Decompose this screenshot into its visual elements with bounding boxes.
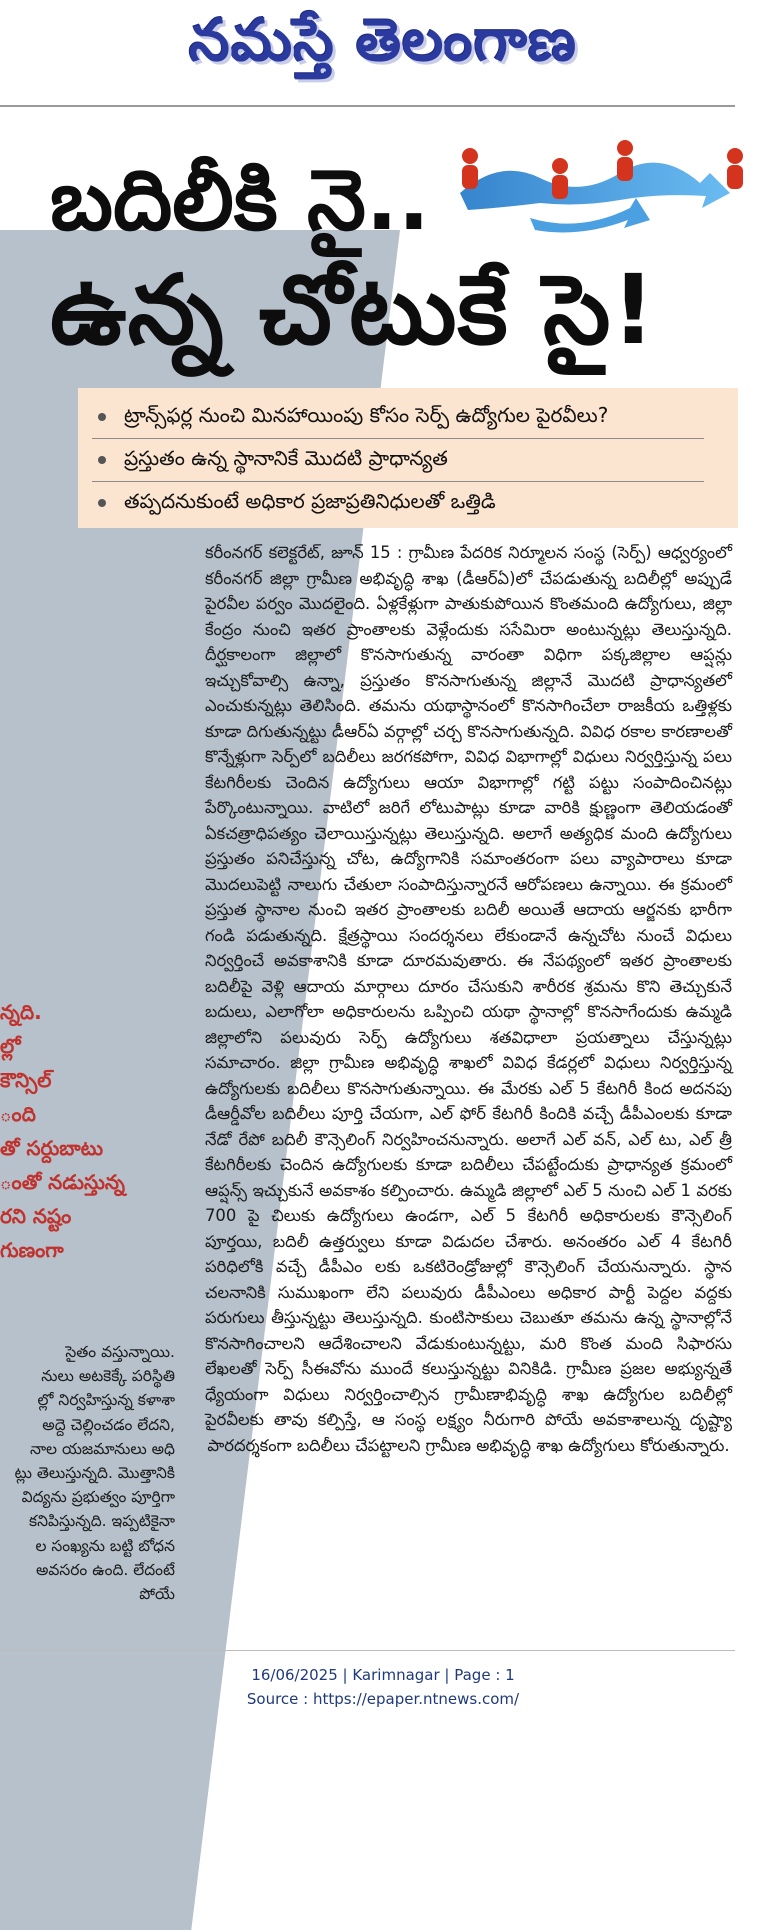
text-fragment: ల్లో నిర్వహిస్తున్న కళాశా	[37, 1391, 175, 1410]
highlight-item: ప్రస్తుతం ఉన్న స్థానానికే మొదటి ప్రాధాన్యత	[92, 439, 704, 482]
highlight-item: తప్పదనుకుంటే అధికార ప్రజాప్రతినిధులతో ఒత్తిడి	[92, 482, 704, 524]
text-fragment: కనిపిస్తున్నది. ఇప్పటికైనా	[29, 1512, 175, 1531]
bullet-icon	[98, 499, 106, 507]
top-divider	[0, 105, 735, 107]
text-fragment: నాల యజమానులు అధి	[29, 1439, 175, 1458]
text-fragment: నులు అటకెక్కే పరిస్థితి	[41, 1367, 175, 1386]
footer-source-link[interactable]: Source : https://epaper.ntnews.com/	[246, 1690, 520, 1708]
article-body	[205, 540, 732, 1458]
text-fragment: గుణంగా	[0, 1238, 64, 1262]
headline-line-2: ఉన్న చోటుకే సై!	[50, 254, 657, 366]
text-fragment: అవసరం ఉంది. లేదంటే	[35, 1560, 175, 1579]
text-fragment: ంతో నడుస్తున్న	[0, 1170, 125, 1194]
bullet-icon	[98, 413, 106, 421]
text-fragment: అద్దె చెల్లించడం లేదని,	[42, 1415, 175, 1434]
footer-date-edition: 16/06/2025 | Karimnagar | Page : 1	[251, 1666, 515, 1684]
text-fragment: న్నది.	[0, 1000, 42, 1024]
highlight-item: ట్రాన్స్‌ఫర్ల నుంచి మినహాయింపు కోసం సెర్ప్ ఉద్యోగుల పైరవీలు?	[92, 396, 704, 439]
bullet-icon	[98, 456, 106, 464]
masthead	[0, 0, 766, 92]
bottom-divider	[0, 1650, 735, 1651]
text-fragment: సైతం వస్తున్నాయి.	[65, 1343, 175, 1361]
adjacent-article-red-fragments	[0, 995, 130, 1267]
text-fragment: ల్లో	[0, 1034, 21, 1058]
masthead-title: నమస్తే తెలంగాణ	[189, 6, 577, 74]
adjacent-article-fragments	[0, 1340, 175, 1606]
text-fragment: రని నష్టం	[0, 1204, 72, 1228]
text-fragment: కౌన్సిల్	[0, 1068, 52, 1092]
text-fragment: ంది	[0, 1102, 36, 1126]
text-fragment: పోయే	[139, 1584, 175, 1603]
text-fragment: ట్లు తెలుస్తున్నది. మొత్తానికి	[14, 1463, 175, 1482]
highlights-box	[78, 388, 738, 528]
text-fragment: విద్యను ప్రభుత్వం పూర్తిగా	[21, 1488, 175, 1507]
page-footer	[0, 1663, 766, 1711]
transfer-people-graphic	[440, 138, 760, 238]
article-paragraph: కరీంనగర్ కలెక్టరేట్, జూన్ 15 : గ్రామీణ పేదరిక నిర్మూలన సంస్థ (సెర్ప్) ఆధ్వర్యంలో కరీంనగర్ జిల్లా గ్రామీణ అభివృద్ధి శాఖ (డీఆర్‌ఏ)లో చేపడుతున్న బదిలీల్లో అప్పుడే పైరవీల పర్వం మొదలైంది. ఏళ్లకేళ్లుగా పాతుకుపోయిన కొంతమంది ఉద్యోగులు, జిల్లా కేంద్రం నుంచి ఇతర ప్రాంతాలకు వెళ్లేందుకు ససేమిరా అంటున్నట్లు తెలుస్తున్నది. దీర్ఘకాలంగా జిల్లాలో కొనసాగుతున్న వారంతా విధిగా పక్కజిల్లాల ఆప్షన్లు ఇచ్చుకోవాల్సి ఉన్నా, ప్రస్తుతం కొనసాగుతున్న జిల్లానే మొదటి ప్రాధాన్యతలో ఎంచుకున్నట్లు తెలిసింది. తమను యథాస్థానంలో కొనసాగించేలా రాజకీయ ఒత్తిళ్లకు కూడా దిగుతున్నట్టు డీఆర్‌ఏ వర్గాల్లో చర్చ కొనసాగుతున్నది. వివిధ రకాల కారణాలతో కొన్నేళ్లుగా సెర్ప్‌లో బదిలీలు జరగకపోగా, వివిధ విభాగాల్లో విధులు నిర్వర్తిస్తున్న పలు కేటగిరీలకు చెందిన ఉద్యోగులు ఆయా విభాగాల్లో గట్టి పట్టు సంపాదించినట్లు పేర్కొంటున్నాయి. వాటిలో జరిగే లోటుపాట్లు కూడా వారికి క్షుణ్ణంగా తెలియడంతో ఏకచత్రాధిపత్యం చెలాయిస్తున్నట్లు తెలుస్తున్నది. అలాగే అత్యధిక మంది ఉద్యోగులు ప్రస్తుతం పనిచేస్తున్న చోట, ఉద్యోగానికి సమాంతరంగా పలు వ్యాపారాలు కూడా మొదలుపెట్టి నాలుగు చేతులా సంపాదిస్తున్నారనే ఆరోపణలు ఉన్నాయి. ఈ క్రమంలో ప్రస్తుత స్థానాల నుంచి ఇతర ప్రాంతాలకు బదిలీ అయితే ఆదాయ ఆర్జనకు భారీగా గండి పడుతున్నది. క్షేత్రస్థాయి సందర్శనలు లేకుండానే ఉన్నచోట నుంచే విధులు నిర్వర్తించే అవకాశానికి కూడా దూరమవుతారు. ఈ నేపథ్యంలో ఇతర ప్రాంతాలకు బదిలీపై వెళ్లి ఆదాయ మార్గాలు దూరం చేసుకుని శారీరక శ్రమను కొని తెచ్చుకునే బదులు, ఎలాగోలా అధికారులను ఒప్పించి యథా స్థానాల్లో కొనసాగేందుకు ఉమ్మడి జిల్లాలోని పలువురు సెర్ప్ ఉద్యోగులు శతవిధాలా ప్రయత్నాలు చేస్తున్నట్లు సమాచారం. జిల్లా గ్రామీణ అభివృద్ధి శాఖలో వివిధ కేడర్లలో విధులు నిర్వర్తిస్తున్న ఉద్యోగులకు బదిలీలు కొనసాగుతున్నాయి. ఈ మేరకు ఎల్ 5 కేటగిరీ కింద అదనపు డీఆర్డీవోల బదిలీలు పూర్తి చేయగా, ఎల్ ఫోర్ కేటగిరీ కిందికి వచ్చే డీపీఎంలకు కూడా నేడో రేపో బదిలీ కౌన్సెలింగ్ నిర్వహించనున్నారు. అలాగే ఎల్ వన్, ఎల్ టు, ఎల్ త్రీ కేటగిరీలకు చెందిన ఉద్యోగులకు కూడా బదిలీలు చేపట్టేందుకు ప్రాధాన్యత క్రమంలో ఆప్షన్స్ ఇచ్చుకునే అవకాశం కల్పించారు. ఉమ్మడి జిల్లాలో ఎల్ 5 నుంచి ఎల్ 1 వరకు 700 పై చిలుకు ఉద్యోగులు ఉండగా, ఎల్ 5 కేటగిరీ అధికారులకు కౌన్సెలింగ్ పూర్తయి, బదిలీ ఉత్తర్వులు కూడా విడుదల చేశారు. అనంతరం ఎల్ 4 కేటగిరీ పరిధిలోకి వచ్చే డీపీఎం లకు ఒకటిరెండ్రోజుల్లో కౌన్సెలింగ్ చేయనున్నారు. స్థాన చలనానికి సుముఖంగా లేని పలువురు డీపీఎంలు అధికార పార్టీ పెద్దల వద్దకు పరుగులు తీస్తున్నట్టు తెలుస్తున్నది. కుంటిసాకులు చెబుతూ తమను ఉన్న స్థానాల్లోనే కొనసాగించాలని ఆదేశించాలని వేడుకుంటున్నట్టు, మరి కొంత మంది సిఫారసు లేఖలతో సెర్ప్ సీఈవోను ముందే కలుస్తున్నట్టు వినికిడి. గ్రామీణ ప్రజల అభ్యున్నతే ధ్యేయంగా విధులు నిర్వర్తించాల్సిన గ్రామీణాభివృద్ధి శాఖ ఉద్యోగుల బదిలీల్లో పైరవీలకు తావు కల్పిస్తే, ఆ సంస్థ లక్ష్యం నీరుగారి పోయే అవకాశాలున్న దృష్ట్యా పారదర్శకంగా బదిలీలు చేపట్టాలని గ్రామీణ అభివృద్ధి శాఖ ఉద్యోగులు కోరుతున్నారు.	[205, 543, 732, 1455]
text-fragment: తో సర్దుబాటు	[0, 1136, 104, 1160]
text-fragment: ల సంఖ్యను బట్టి బోధన	[35, 1536, 175, 1555]
headline-line-1: బదిలీకి నై..	[50, 151, 430, 249]
